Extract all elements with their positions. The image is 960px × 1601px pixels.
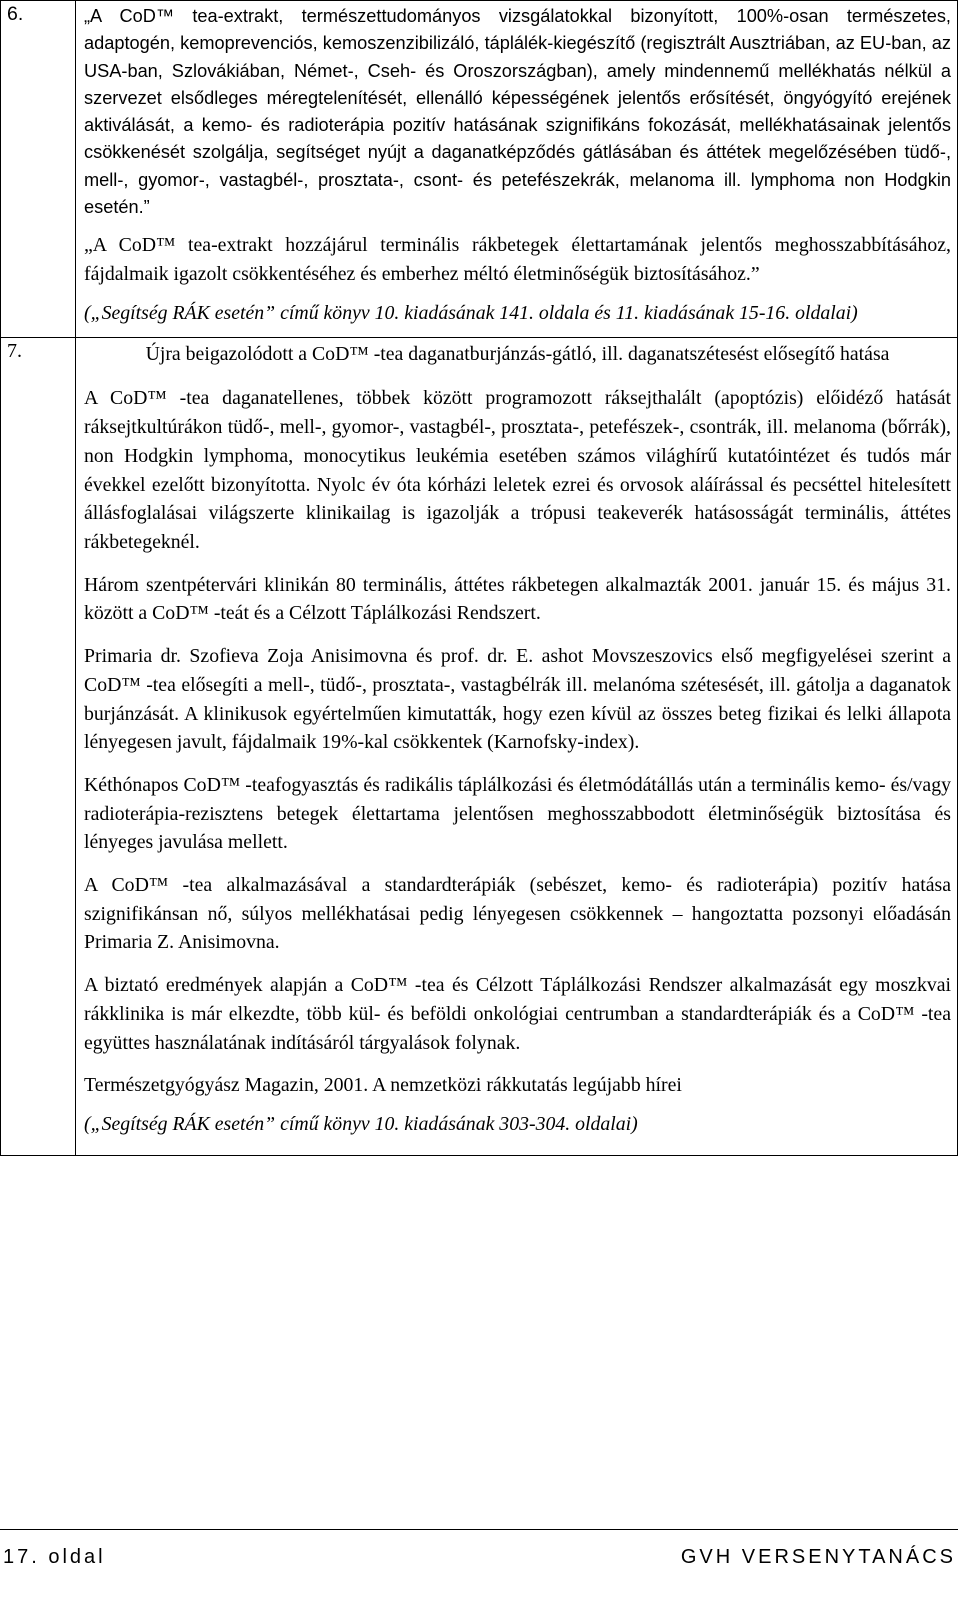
paragraph: Kéthónapos CoD™ -teafogyasztás és radikális táplálkozási és életmódátállás után a terminális kemo- és/vagy radioterápia-rezisztens betegek élettartama jelentősen meghosszabbodott életminőségük biztosítása és lényeges javulása mellett.: [84, 773, 951, 854]
citation: („Segítség RÁK esetén” című könyv 10. kiadásának 141. oldala és 11. kiadásának 15-16. oldalai): [84, 301, 858, 324]
paragraph: „A CoD™ tea-extrakt, természettudományos vizsgálatokkal bizonyított, 100%-osan természetes, adaptogén, kemoprevenciós, kemoszenzibilizáló, táplálék-kiegészítő (regisztrált Ausztriában, az EU-ban, az USA-ban, Szlovákiában, Német-, Cseh- és Oroszországban), amely mindennemű mellékhatás nélkül a szervezet elsődleges méregtelenítését, ellenálló képességének jelentős erősítését, öngyógyító erejének aktiválását, a kemo- és radioterápia pozitív hatásának szignifikáns fokozását, mellékhatásainak jelentős csökkenését szolgálja, segítséget nyújt a daganatképződés gátlásában és áttétek megelőzésében tüdő-, mell-, gyomor-, vastagbél-, prosztata-, csont- és petefészekrák, melanoma ill. lymphoma non Hodgkin esetén.”: [84, 6, 951, 218]
organization-name: GVH VERSENYTANÁCS: [680, 1546, 956, 1568]
paragraph: A CoD™ -tea alkalmazásával a standardterápiák (sebészet, kemo- és radioterápia) pozitív hatása szignifikánsan nő, súlyos mellékhatásai pedig lényegesen csökkennek – hangoztatta pozsonyi előadásán Primaria Z. Anisimovna.: [84, 874, 951, 954]
table-row: [1, 338, 958, 1155]
section-heading: Újra beigazolódott a CoD™ -tea daganatburjánzás-gátló, ill. daganatszétesést elősegítő hatása: [145, 343, 890, 366]
item-number: 6.: [1, 1, 76, 338]
paragraph: „A CoD™ tea-extrakt hozzájárul terminális rákbetegek élettartamának jelentős meghosszabbításához, fájdalmaik igazolt csökkentéséhez és emberhez méltó életminőségük biztosításához.”: [84, 234, 951, 286]
paragraph: Primaria dr. Szofieva Zoja Anisimovna és prof. dr. E. ashot Movszeszovics első megfigyelései szerint a CoD™ -tea elősegíti a mell-, tüdő-, prosztata-, vastagbélrák ill. melanóma szétesését, ill. gátolja a daganatok burjánzását. A klinikusok egyértelműen kimutatták, hogy ezen kívül az összes beteg fizikai és lelki állapota lényegesen javult, fájdalmaik 19%-kal csökkentek (Karnofsky-index).: [84, 645, 951, 754]
paragraph: A biztató eredmények alapján a CoD™ -tea és Célzott Táplálkozási Rendszer alkalmazását egy moszkvai rákklinika is már elkezdte, több kül- és beföldi onkológiai centrumban a standardterápiák és a CoD™ -tea együttes használatának indításáról tárgyalások folynak.: [84, 974, 951, 1054]
page-number: 17. oldal: [3, 1546, 106, 1568]
citation: („Segítség RÁK esetén” című könyv 10. kiadásának 303-304. oldalai): [84, 1112, 638, 1135]
item-content: [76, 338, 958, 1155]
source-line: Természetgyógyász Magazin, 2001. A nemzetközi rákkutatás legújabb hírei: [84, 1074, 682, 1097]
item-content: [76, 1, 958, 338]
paragraph: Három szentpétervári klinikán 80 terminális, áttétes rákbetegen alkalmazták 2001. január 15. és május 31. között a CoD™ -teát és a Célzott Táplálkozási Rendszert.: [84, 573, 951, 625]
footer-divider: [0, 1529, 958, 1530]
item-number: 7.: [1, 338, 76, 1155]
paragraph: A CoD™ -tea daganatellenes, többek között programozott ráksejthalált (apoptózis) előidéző hatását ráksejtkultúrákon tüdő-, mell-, gyomor-, vastagbél-, prosztata-, petefészek-, csontrák, ill. melanoma (bőrrák), non Hodgkin lymphoma, monocytikus leukémia esetében számos világhírű kutatóintézet és tudós már évekkel ezelőtt bizonyította. Nyolc év óta kórházi leletek ezrei és orvosok aláírással és pecséttel hitelesített állásfoglalásai világszerte klinikailag is igazolják a trópusi teakeverék hatásosságát terminális, áttétes rákbetegeknél.: [84, 387, 951, 553]
table-row: [1, 1, 958, 338]
page-footer: [0, 1546, 958, 1576]
